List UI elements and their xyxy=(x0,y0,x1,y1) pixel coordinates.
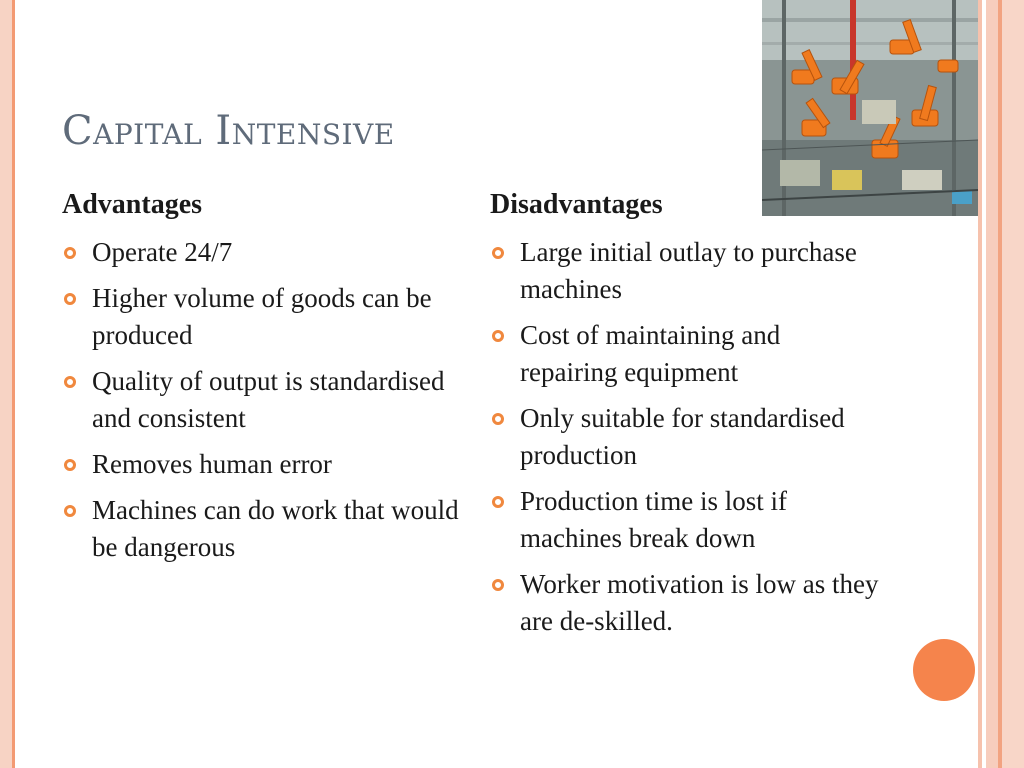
advantages-heading: Advantages xyxy=(62,189,203,220)
list-item xyxy=(490,400,880,474)
list-item-text: Machines can do work that would be dangerous xyxy=(92,495,459,562)
list-item xyxy=(62,363,462,437)
slide-title: Capital Intensive xyxy=(62,108,395,154)
list-item xyxy=(490,234,880,308)
advantages-list xyxy=(62,234,462,566)
disadvantages-heading: Disadvantages xyxy=(490,189,663,220)
decorative-circle xyxy=(913,639,975,701)
bullet-icon xyxy=(492,579,504,591)
disadvantages-column xyxy=(490,186,880,649)
bullet-icon xyxy=(492,247,504,259)
list-item xyxy=(62,446,462,483)
bullet-icon xyxy=(64,376,76,388)
list-item-text: Worker motivation is low as they are de-skilled. xyxy=(520,569,879,636)
left-border-decoration xyxy=(0,0,12,768)
bullet-icon xyxy=(64,247,76,259)
list-item-text: Production time is lost if machines break down xyxy=(520,486,787,553)
right-border-stripe xyxy=(978,0,982,768)
bullet-icon xyxy=(492,330,504,342)
list-item xyxy=(62,492,462,566)
list-item-text: Cost of maintaining and repairing equipment xyxy=(520,320,781,387)
list-item xyxy=(62,280,462,354)
right-border-stripe xyxy=(1002,0,1024,768)
bullet-icon xyxy=(492,496,504,508)
list-item xyxy=(490,566,880,640)
bullet-icon xyxy=(64,293,76,305)
disadvantages-list xyxy=(490,234,880,640)
factory-robots-photo xyxy=(762,0,978,216)
list-item xyxy=(490,317,880,391)
bullet-icon xyxy=(492,413,504,425)
list-item xyxy=(62,234,462,271)
list-item-text: Quality of output is standardised and consistent xyxy=(92,366,445,433)
factory-robots-illustration xyxy=(762,0,978,216)
advantages-column xyxy=(62,186,462,575)
right-border-stripe xyxy=(986,0,998,768)
list-item-text: Higher volume of goods can be produced xyxy=(92,283,432,350)
left-border-line xyxy=(12,0,15,768)
bullet-icon xyxy=(64,459,76,471)
bullet-icon xyxy=(64,505,76,517)
list-item-text: Large initial outlay to purchase machines xyxy=(520,237,857,304)
list-item xyxy=(490,483,880,557)
list-item-text: Only suitable for standardised production xyxy=(520,403,845,470)
list-item-text: Removes human error xyxy=(92,449,332,479)
list-item-text: Operate 24/7 xyxy=(92,237,233,267)
